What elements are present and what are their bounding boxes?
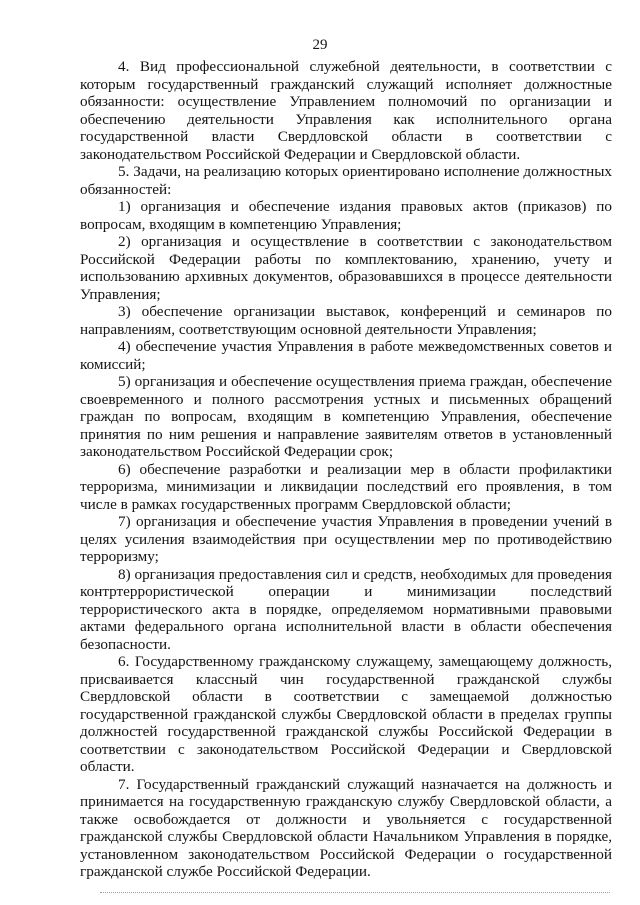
task-3: 3) обеспечение организации выставок, конференций и семинаров по направлениям, соответствующим основной деятельности Управления; [80,303,612,338]
task-4: 4) обеспечение участия Управления в работе межведомственных советов и комиссий; [80,338,612,373]
paragraph-item-7: 7. Государственный гражданский служащий назначается на должность и принимается на государственную гражданскую службу Свердловской области, а также освобождается от должности и увольняется с государственной гражданской службы Свердловской области Начальником Управления в порядке, установленном законодательством Российской Федерации о государственной гражданской службе Российской Федерации. [80,775,612,880]
task-8: 8) организация предоставления сил и средств, необходимых для проведения контртеррористической операции и минимизации последствий террористического акта в порядке, определяемом нормативными правовыми актами федерального органа исполнительной власти в области обеспечения безопасности. [80,565,612,653]
task-6: 6) обеспечение разработки и реализации мер в области профилактики терроризма, минимизации и ликвидации последствий его проявления, в том числе в рамках государственных программ Свердловской области; [80,460,612,513]
paragraph-item-4: 4. Вид профессиональной служебной деятельности, в соответствии с которым государственный гражданский служащий исполняет должностные обязанности: осуществление Управлением полномочий по организации и обеспечению деятельности Управления как исполнительного органа государственной власти Свердловской области в соответствии с законодательством Российской Федерации и Свердловской области. [80,58,612,163]
bottom-divider [100,892,610,893]
task-1: 1) организация и обеспечение издания правовых актов (приказов) по вопросам, входящим в компетенцию Управления; [80,198,612,233]
document-body [80,58,612,881]
task-2: 2) организация и осуществление в соответствии с законодательством Российской Федерации работы по комплектованию, хранению, учету и использованию архивных документов, образовавшихся в процессе деятельности Управления; [80,233,612,303]
page-number: 29 [312,37,328,53]
paragraph-item-5: 5. Задачи, на реализацию которых ориентировано исполнение должностных обязанностей: [80,163,612,198]
task-7: 7) организация и обеспечение участия Управления в проведении учений в целях усиления взаимодействия при осуществлении мер по противодействию терроризму; [80,513,612,565]
paragraph-item-6: 6. Государственному гражданскому служащему, замещающему должность, присваивается классный чин государственной гражданской службы Свердловской области в соответствии с замещаемой должностью государственной гражданской службы Свердловской области в пределах группы должностей государственной гражданской службы Российской Федерации в соответствии с законодательством Российской Федерации и Свердловской области. [80,653,612,775]
task-5: 5) организация и обеспечение осуществления приема граждан, обеспечение своевременного и полного рассмотрения устных и письменных обращений граждан по вопросам, входящим в компетенцию Управления, обеспечение принятия по ним решения и направление заявителям ответов в установленный законодательством Российской Федерации срок; [80,373,612,460]
